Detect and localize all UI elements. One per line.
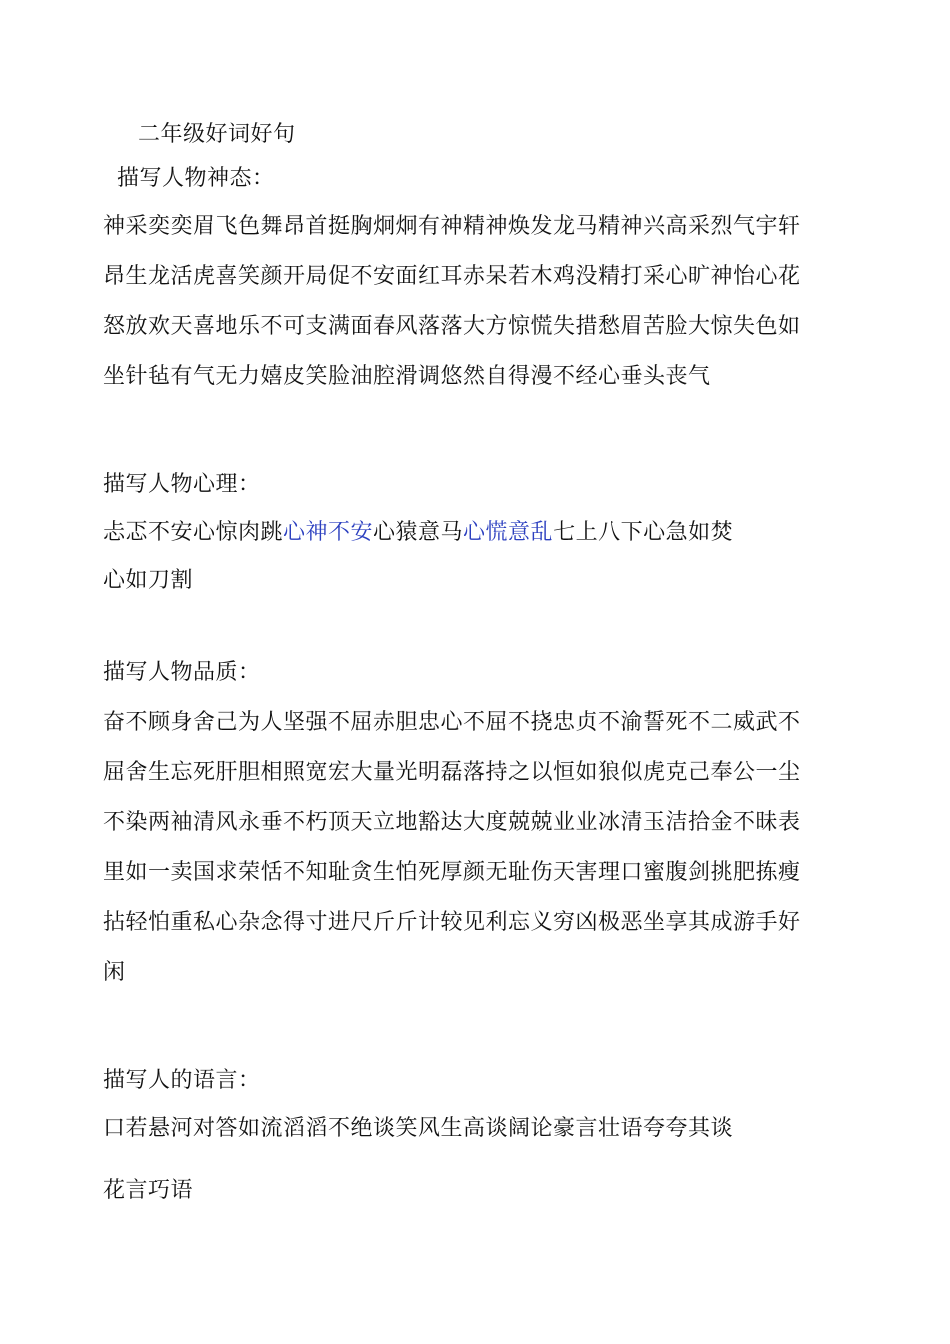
text-line: 屈舍生忘死肝胆相照宽宏大量光明磊落持之以恒如狼似虎克己奉公一尘 (103, 760, 801, 785)
text-line: 里如一卖国求荣恬不知耻贪生怕死厚颜无耻伤天害理口蜜腹剑挑肥拣瘦 (103, 860, 801, 885)
text-line: 昂生龙活虎喜笑颜开局促不安面红耳赤呆若木鸡没精打采心旷神怡心花 (103, 264, 801, 289)
text-line: 闲 (103, 960, 126, 985)
section-heading-demeanor: 描写人物神态： (117, 166, 275, 191)
text-line: 花言巧语 (103, 1178, 194, 1203)
text-line: 不染两袖清风永垂不朽顶天立地豁达大度兢兢业业冰清玉洁拾金不昧表 (103, 810, 801, 835)
section-heading-character: 描写人物品质： (103, 660, 261, 685)
document-title: 二年级好词好句 (138, 122, 296, 147)
text-line: 心如刀割 (103, 568, 194, 593)
highlighted-phrase: 心神不安 (283, 520, 374, 545)
text-line: 坐针毡有气无力嬉皮笑脸油腔滑调悠然自得漫不经心垂头丧气 (103, 364, 711, 389)
text-line: 奋不顾身舍己为人坚强不屈赤胆忠心不屈不挠忠贞不渝誓死不二威武不 (103, 710, 801, 735)
text-segment: 忐忑不安心惊肉跳 (103, 520, 284, 545)
text-line: 神采奕奕眉飞色舞昂首挺胸炯炯有神精神焕发龙马精神兴高采烈气宇轩 (103, 214, 801, 239)
section-heading-language: 描写人的语言： (103, 1068, 261, 1093)
text-line-with-highlights (103, 520, 803, 546)
text-line: 口若悬河对答如流滔滔不绝谈笑风生高谈阔论豪言壮语夸夸其谈 (103, 1116, 734, 1141)
text-segment: 七上八下心急如焚 (553, 520, 734, 545)
text-line: 怒放欢天喜地乐不可支满面春风落落大方惊慌失措愁眉苦脸大惊失色如 (103, 314, 801, 339)
highlighted-phrase: 心慌意乱 (463, 520, 554, 545)
section-heading-psychology: 描写人物心理： (103, 472, 261, 497)
text-line: 拈轻怕重私心杂念得寸进尺斤斤计较见利忘义穷凶极恶坐享其成游手好 (103, 910, 801, 935)
text-segment: 心猿意马 (373, 520, 464, 545)
